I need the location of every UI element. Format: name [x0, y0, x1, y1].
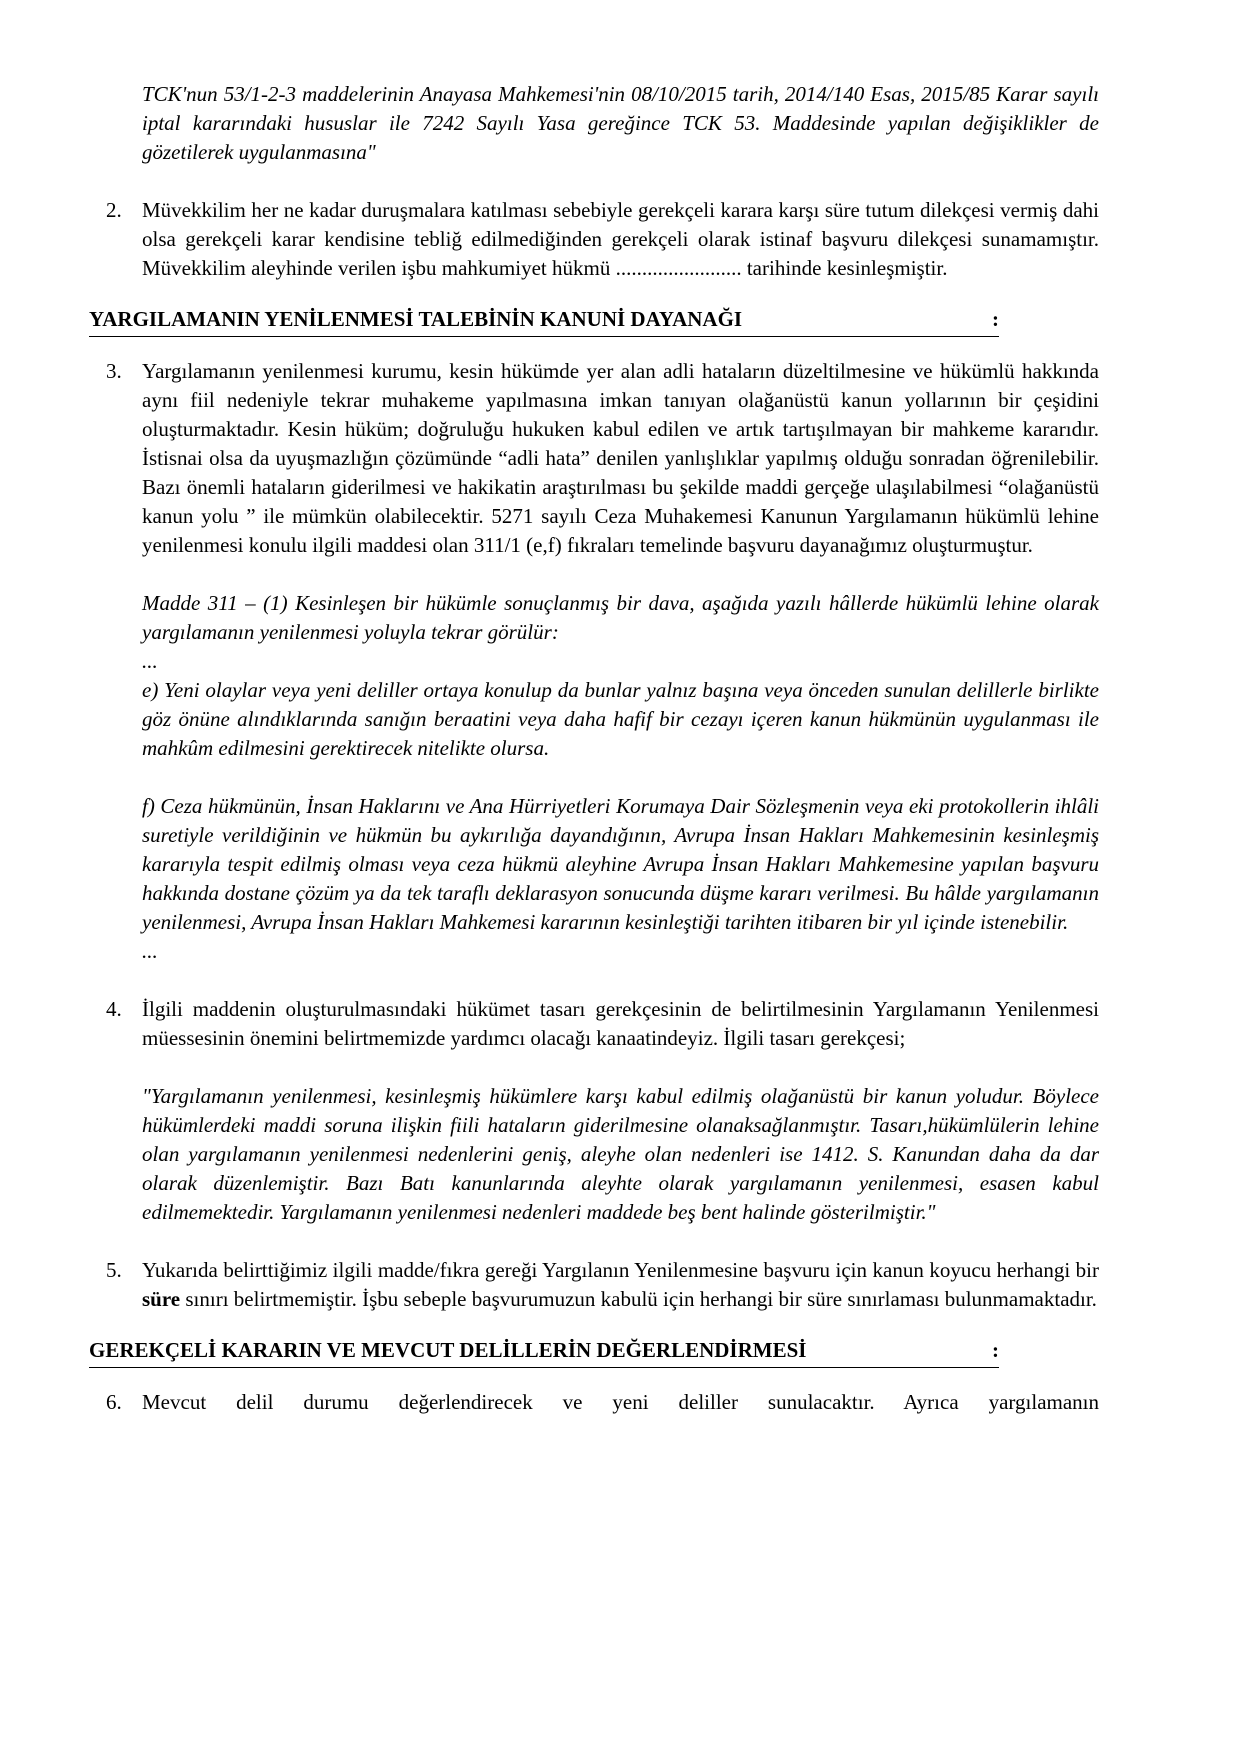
law-quote-ellipsis: ...: [142, 649, 158, 673]
heading-evaluation: [89, 1336, 999, 1368]
item-text: İlgili maddenin oluşturulmasındaki hükümet tasarı gerekçesinin de belirtilmesinin Yargılamanın Yenilenmesi müessesinin önemini belirtmemizde yardımcı olacağı kanaatindeyiz. İlgili tasarı gerekçesi;: [142, 997, 1099, 1050]
law-quote-ellipsis: ...: [142, 939, 158, 963]
heading-title: GEREKÇELİ KARARIN VE MEVCUT DELİLLERİN DEĞERLENDİRMESİ: [89, 1338, 807, 1362]
law-quote-lead: Madde 311 – (1) Kesinleşen bir hükümle sonuçlanmış bir dava, aşağıda yazılı hâllerde hükümlü lehine olarak yargılamanın yenilenmesi yoluyla tekrar görülür:: [142, 591, 1099, 644]
item-text-part: sınırı belirtmemiştir. İşbu sebeple başvurumuzun kabulü için herhangi bir süre sınırlaması bulunmamaktadır.: [180, 1287, 1097, 1311]
list-item-2: [89, 196, 1099, 283]
heading-title: YARGILAMANIN YENİLENMESİ TALEBİNİN KANUNİ DAYANAĞI: [89, 307, 743, 331]
item-text-bold: süre: [142, 1287, 181, 1311]
item-text: Yargılamanın yenilenmesi kurumu, kesin hükümde yer alan adli hataların düzeltilmesine ve hükümlü hakkında aynı fiil nedeniyle tekrar muhakeme yapılmasına imkan tanıyan olağanüstü kanun yollarının bir çeşidini oluşturmaktadır. Kesin hüküm; doğruluğu hukuken kabul edilen ve artık tartışılmayan bir mahkeme kararıdır. İstisnai olsa da uyuşmazlığın çözümünde “adli hata” denilen yanlışlıklar yapılmış olduğu sonradan öğrenilebilir. Bazı önemli hataların giderilmesi ve hakikatin araştırılması bu şekilde maddi gerçeğe ulaşılabilmesi “olağanüstü kanun yolu ” ile mümkün olabilecektir. 5271 sayılı Ceza Muhakemesi Kanunun Yargılamanın hükümlü lehine yenilenmesi konulu ilgili maddesi olan 311/1 (e,f) fıkraları temelinde başvuru dayanağımız oluşturmuştur.: [142, 359, 1099, 557]
item-number: 2.: [106, 198, 122, 222]
item-number: 6.: [106, 1390, 122, 1414]
item-text: Mevcut delil durumu değerlendirecek ve yeni deliller sunulacaktır. Ayrıca yargılamanın: [142, 1390, 1099, 1414]
item-text-part: Yukarıda belirttiğimiz ilgili madde/fıkra gereği Yargılanın Yenilenmesine başvuru için kanun koyucu herhangi bir: [142, 1258, 1099, 1282]
heading-legal-basis: [89, 305, 999, 337]
item-number: 4.: [106, 997, 122, 1021]
heading-colon: :: [992, 307, 999, 331]
intro-quote-tail: TCK'nun 53/1-2-3 maddelerinin Anayasa Mahkemesi'nin 08/10/2015 tarih, 2014/140 Esas, 2015/85 Karar sayılı iptal kararındaki hususlar ile 7242 Sayılı Yasa gereğince TCK 53. Maddesinde yapılan değişiklikler de gözetilerek uygulanmasına": [142, 82, 1099, 164]
list-item-6: [89, 1388, 1099, 1417]
law-quote-clause-e: e) Yeni olaylar veya yeni deliller ortaya konulup da bunlar yalnız başına veya önceden sunulan delillerle birlikte göz önüne alındıklarında sanığın beraatini veya daha hafif bir cezayı içeren kanun hükmünün uygulanması ile mahkûm edilmesini gerektirecek nitelikte olursa.: [142, 678, 1099, 760]
list-item-5: [89, 1256, 1099, 1314]
item-number: 3.: [106, 359, 122, 383]
bill-rationale-quote: "Yargılamanın yenilenmesi, kesinleşmiş hükümlere karşı kabul edilmiş olağanüstü bir kanun yoludur. Böylece hükümlerdeki maddi soruna ilişkin fiili hataların giderilmesine olanaksağlanmıştır. Tasarı,hükümlülerin lehine olan yargılamanın yenilenmesi nedenlerini geniş, aleyhe olan nedenleri ise 1412. S. Kanundan daha da dar olarak düzenlemiştir. Bazı Batı kanunlarında aleyhte olarak yargılamanın yenilenmesi, esasen kabul edilmemektedir. Yargılamanın yenilenmesi nedenleri maddede beş bent halinde gösterilmiştir.": [142, 1084, 1099, 1224]
item-number: 5.: [106, 1258, 122, 1282]
list-item-3: [89, 357, 1099, 560]
item-text: Müvekkilim her ne kadar duruşmalara katılması sebebiyle gerekçeli karara karşı süre tutum dilekçesi vermiş dahi olsa gerekçeli karar kendisine tebliğ edilmediğinden gerekçeli olarak istinaf başvuru dilekçesi sunamamıştır. Müvekkilim aleyhinde verilen işbu mahkumiyet hükmü ........................ tarihinde kesinleşmiştir.: [142, 198, 1099, 280]
law-quote-clause-f: f) Ceza hükmünün, İnsan Haklarını ve Ana Hürriyetleri Korumaya Dair Sözleşmenin veya eki protokollerin ihlâli suretiyle verildiğinin ve hükmün bu aykırılığa dayandığının, Avrupa İnsan Hakları Mahkemesinin kesinleşmiş kararıyla tespit edilmiş olması veya ceza hükmü aleyhine Avrupa İnsan Hakları Mahkemesine yapılan başvuru hakkında dostane çözüm ya da tek taraflı deklarasyon sonucunda düşme kararı verilmesi. Bu hâlde yargılamanın yenilenmesi, Avrupa İnsan Hakları Mahkemesi kararının kesinleştiği tarihten itibaren bir yıl içinde istenebilir.: [142, 794, 1099, 934]
list-item-4: [89, 995, 1099, 1053]
heading-colon: :: [992, 1338, 999, 1362]
item-text: [142, 1256, 1099, 1314]
